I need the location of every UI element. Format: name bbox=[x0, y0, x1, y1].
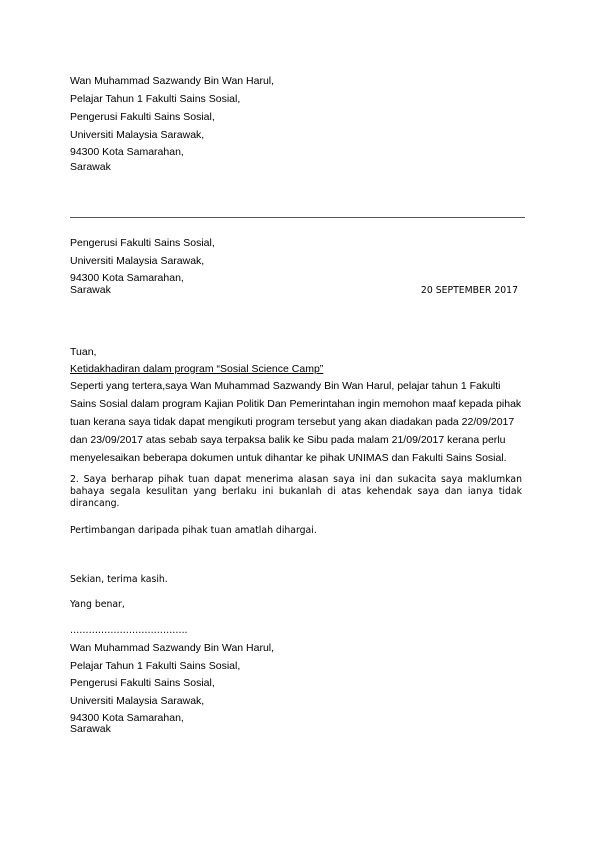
consideration-text: Pertimbangan daripada pihak tuan amatlah dihargai. bbox=[70, 525, 317, 536]
signature-line-5: 94300 Kota Samarahan, bbox=[70, 712, 184, 724]
sender-line-3: Pengerusi Fakulti Sains Sosial, bbox=[70, 111, 215, 123]
salutation: Tuan, bbox=[70, 346, 97, 358]
sender-line-2: Pelajar Tahun 1 Fakulti Sains Sosial, bbox=[70, 93, 241, 105]
signature-line-2: Pelajar Tahun 1 Fakulti Sains Sosial, bbox=[70, 660, 241, 672]
closing-text: Sekian, terima kasih. bbox=[70, 574, 168, 585]
signature-line-3: Pengerusi Fakulti Sains Sosial, bbox=[70, 677, 215, 689]
body-line-2: Sains Sosial dalam program Kajian Politik Dan Pemerintahan ingin memohon maaf kepada pihak bbox=[70, 398, 522, 410]
letter-date: 20 SEPTEMBER 2017 bbox=[420, 285, 518, 296]
body-paragraph-1 bbox=[70, 377, 521, 467]
body-line-5: menyelesaikan beberapa dokumen untuk dihantar ke pihak UNIMAS dan Fakulti Sains Sosial. bbox=[70, 452, 507, 464]
recipient-line-4: Sarawak bbox=[70, 284, 111, 296]
signature-dotted-line: ……………………………….. bbox=[70, 625, 188, 636]
body-line-1: Seperti yang tertera,saya Wan Muhammad Sazwandy Bin Wan Harul, pelajar tahun 1 Fakulti bbox=[70, 380, 501, 392]
recipient-line-1: Pengerusi Fakulti Sains Sosial, bbox=[70, 237, 215, 249]
recipient-line-2: Universiti Malaysia Sarawak, bbox=[70, 255, 205, 267]
signature-line-4: Universiti Malaysia Sarawak, bbox=[70, 695, 205, 707]
sender-line-5: 94300 Kota Samarahan, bbox=[70, 146, 184, 158]
signature-line-6: Sarawak bbox=[70, 723, 111, 735]
body-paragraph-2: 2. Saya berharap pihak tuan dapat menerima alasan saya ini dan sukacita saya maklumkan bahaya segala kesulitan yang berlaku ini bukanlah di atas kehendak saya dan ianya tidak dirancang. bbox=[70, 474, 522, 509]
sender-line-6: Sarawak bbox=[70, 161, 111, 173]
subject-line: Ketidakhadiran dalam program “Sosial Science Camp” bbox=[70, 363, 324, 375]
body-line-4: dan 23/09/2017 atas sebab saya terpaksa balik ke Sibu pada malam 21/09/2017 kerana perlu bbox=[70, 434, 506, 446]
sender-line-1: Wan Muhammad Sazwandy Bin Wan Harul, bbox=[70, 75, 275, 87]
body-line-3: tuan kerana saya tidak dapat mengikuti program tersebut yang akan diadakan pada 22/09/2017 bbox=[70, 416, 515, 428]
recipient-line-3: 94300 Kota Samarahan, bbox=[70, 272, 184, 284]
sender-line-4: Universiti Malaysia Sarawak, bbox=[70, 129, 205, 141]
sign-off: Yang benar, bbox=[70, 599, 125, 610]
signature-line-1: Wan Muhammad Sazwandy Bin Wan Harul, bbox=[70, 642, 275, 654]
divider-line bbox=[70, 217, 525, 218]
